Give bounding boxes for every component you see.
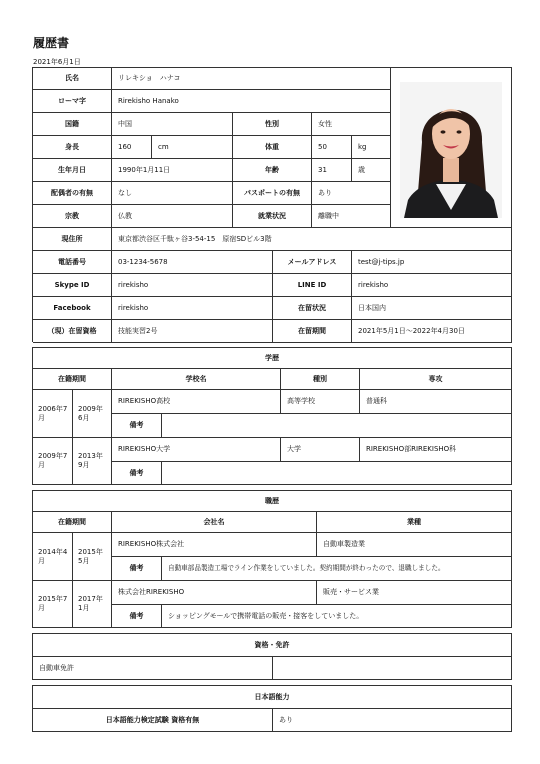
licenses-heading: 資格・免許	[33, 634, 512, 657]
career-heading: 職歴	[33, 491, 512, 512]
skype-label: Skype ID	[33, 274, 112, 297]
career-table	[32, 490, 512, 628]
education-row-2-end: 2013年9月	[73, 438, 112, 485]
education-col-major: 専攻	[360, 369, 512, 390]
employment-label: 就業状況	[233, 205, 312, 228]
nationality-label: 国籍	[33, 113, 112, 136]
period-label: 在留期間	[273, 320, 352, 343]
education-row-1-start: 2006年7月	[33, 390, 73, 438]
education-row-1-note	[162, 414, 512, 438]
career-row-1-note-label: 備考	[112, 557, 162, 581]
residence-value: 日本国内	[352, 297, 512, 320]
career-row-1-note: 自動車部品製造工場でライン作業をしていました。契約期間が終わったので、退職しました。	[162, 557, 512, 581]
career-row-2-industry: 販売・サービス業	[317, 581, 512, 605]
birth-label: 生年月日	[33, 159, 112, 182]
career-row-2-company: 株式会社RIREKISHO	[112, 581, 317, 605]
career-row-1-end: 2015年5月	[73, 533, 112, 581]
licenses-item-1: 自動車免許	[33, 657, 273, 680]
spouse-label: 配偶者の有無	[33, 182, 112, 205]
age-label: 年齢	[233, 159, 312, 182]
education-row-2-school: RIREKISHO大学	[112, 438, 281, 462]
career-row-2-note: ショッピングモールで携帯電話の販売・接客をしていました。	[162, 605, 512, 628]
email-label: メールアドレス	[273, 251, 352, 274]
education-row-1-school: RIREKISHO高校	[112, 390, 281, 414]
phone-value: 03-1234-5678	[112, 251, 273, 274]
education-row-2-start: 2009年7月	[33, 438, 73, 485]
height-value: 160	[112, 136, 152, 159]
employment-value: 離職中	[312, 205, 391, 228]
education-heading: 学歴	[33, 348, 512, 369]
career-row-2-start: 2015年7月	[33, 581, 73, 628]
residence-label: 在留状況	[273, 297, 352, 320]
education-row-1-end: 2009年6月	[73, 390, 112, 438]
weight-unit: kg	[352, 136, 391, 159]
education-table	[32, 347, 512, 485]
japanese-label: 日本語能力検定試験 資格有無	[33, 709, 273, 732]
education-row-1-note-label: 備考	[112, 414, 162, 438]
weight-label: 体重	[233, 136, 312, 159]
career-row-1-start: 2014年4月	[33, 533, 73, 581]
profile-photo	[400, 82, 502, 218]
facebook-label: Facebook	[33, 297, 112, 320]
facebook-value: rirekisho	[112, 297, 273, 320]
career-row-2-note-label: 備考	[112, 605, 162, 628]
visa-value: 技能実習2号	[112, 320, 273, 343]
document-date: 2021年6月1日	[33, 58, 81, 66]
career-col-industry: 業種	[317, 512, 512, 533]
roman-label: ローマ字	[33, 90, 112, 113]
licenses-item-2	[273, 657, 512, 680]
gender-label: 性別	[233, 113, 312, 136]
education-row-1-type: 高等学校	[281, 390, 360, 414]
height-label: 身長	[33, 136, 112, 159]
line-label: LINE ID	[273, 274, 352, 297]
education-col-period: 在籍期間	[33, 369, 112, 390]
japanese-value: あり	[273, 709, 512, 732]
education-row-1-major: 普通科	[360, 390, 512, 414]
line-value: rirekisho	[352, 274, 512, 297]
height-unit: cm	[152, 136, 233, 159]
age-unit: 歳	[352, 159, 391, 182]
education-row-2-type: 大学	[281, 438, 360, 462]
name-label: 氏名	[33, 68, 112, 90]
education-col-school: 学校名	[112, 369, 281, 390]
japanese-heading: 日本語能力	[33, 686, 512, 709]
passport-value: あり	[312, 182, 391, 205]
career-col-company: 会社名	[112, 512, 317, 533]
phone-label: 電話番号	[33, 251, 112, 274]
japanese-table	[32, 685, 512, 732]
period-value: 2021年5月1日～2022年4月30日	[352, 320, 512, 343]
education-row-2-note	[162, 462, 512, 485]
skype-value: rirekisho	[112, 274, 273, 297]
religion-label: 宗教	[33, 205, 112, 228]
career-row-1-industry: 自動車製造業	[317, 533, 512, 557]
education-col-type: 種別	[281, 369, 360, 390]
visa-label: （現）在留資格	[33, 320, 112, 343]
gender-value: 女性	[312, 113, 391, 136]
weight-value: 50	[312, 136, 352, 159]
licenses-table	[32, 633, 512, 680]
education-row-2-note-label: 備考	[112, 462, 162, 485]
roman-value: Rirekisho Hanako	[112, 90, 391, 113]
spouse-value: なし	[112, 182, 233, 205]
age-value: 31	[312, 159, 352, 182]
passport-label: パスポートの有無	[233, 182, 312, 205]
education-row-2-major: RIREKISHO部RIREKISHO科	[360, 438, 512, 462]
career-row-2-end: 2017年1月	[73, 581, 112, 628]
birth-value: 1990年1月11日	[112, 159, 233, 182]
name-value: リレキショ ハナコ	[112, 68, 391, 90]
email-value: test@j-tips.jp	[352, 251, 512, 274]
document-title: 履歴書	[33, 36, 70, 50]
religion-value: 仏教	[112, 205, 233, 228]
career-row-1-company: RIREKISHO株式会社	[112, 533, 317, 557]
career-col-period: 在籍期間	[33, 512, 112, 533]
address-label: 現住所	[33, 228, 112, 251]
address-value: 東京都渋谷区千駄ヶ谷3-54-15 原宿SDビル3階	[112, 228, 512, 251]
nationality-value: 中国	[112, 113, 233, 136]
